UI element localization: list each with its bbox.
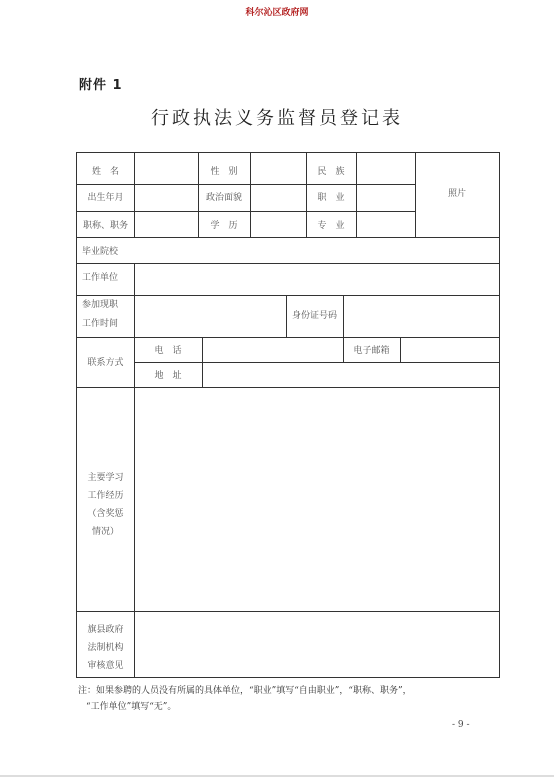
label-political: 政治面貌 [205, 193, 242, 203]
label-opinion-1: 旗县政府 [87, 625, 124, 635]
attachment-label: 附件 1 [79, 78, 123, 93]
label-opinion-3: 审核意见 [87, 661, 124, 671]
footnote-line-2: “工作单位”填写“无”。 [86, 702, 177, 712]
row-divider [77, 295, 499, 296]
label-email: 电子邮箱 [353, 346, 390, 356]
col-divider [356, 153, 357, 237]
label-experience-1: 主要学习 [87, 473, 124, 483]
row-divider [77, 337, 499, 338]
label-occupation: 职 业 [317, 193, 345, 203]
row-divider [77, 263, 499, 264]
registration-form [76, 152, 500, 678]
label-school: 毕业院校 [82, 247, 119, 257]
label-address: 地 址 [154, 371, 182, 381]
row-divider [77, 387, 499, 388]
label-phone: 电 话 [154, 346, 182, 356]
col-divider [400, 337, 401, 362]
footnote-line-1: 注：如果参聘的人员没有所属的具体单位，“职业”填写“自由职业”，“职称、职务”， [78, 686, 412, 696]
row-divider [77, 184, 415, 185]
col-divider [250, 153, 251, 237]
label-work-unit: 工作单位 [82, 273, 119, 283]
label-major: 专 业 [317, 221, 345, 231]
page-number: - 9 - [452, 720, 470, 730]
col-divider [202, 337, 203, 387]
label-title-post: 职称、职务 [82, 221, 128, 231]
row-divider [77, 611, 499, 612]
label-contact: 联系方式 [87, 358, 124, 368]
label-name: 姓 名 [91, 167, 119, 177]
label-opinion-2: 法制机构 [87, 643, 124, 653]
footnote [78, 683, 508, 715]
label-experience-3: （含奖惩 [87, 509, 124, 519]
row-divider [134, 362, 499, 363]
row-divider [77, 237, 499, 238]
form-title: 行政执法义务监督员登记表 [151, 108, 403, 129]
label-birth: 出生年月 [87, 193, 124, 203]
scan-edge [0, 775, 554, 777]
label-work-time-2: 工作时间 [82, 319, 119, 329]
row-divider [77, 211, 415, 212]
col-divider [134, 263, 135, 677]
label-ethnicity: 民 族 [317, 167, 345, 177]
site-header: 科尔沁区政府网 [245, 8, 309, 18]
label-photo: 照片 [447, 189, 466, 199]
label-experience-2: 工作经历 [87, 491, 124, 501]
label-work-time-1: 参加现职 [82, 300, 119, 310]
label-experience-4: 情况） [91, 527, 119, 537]
label-id-number: 身份证号码 [291, 311, 337, 321]
label-gender: 性 别 [210, 167, 238, 177]
col-divider [134, 153, 135, 237]
label-education: 学 历 [210, 221, 238, 231]
col-divider [343, 295, 344, 337]
